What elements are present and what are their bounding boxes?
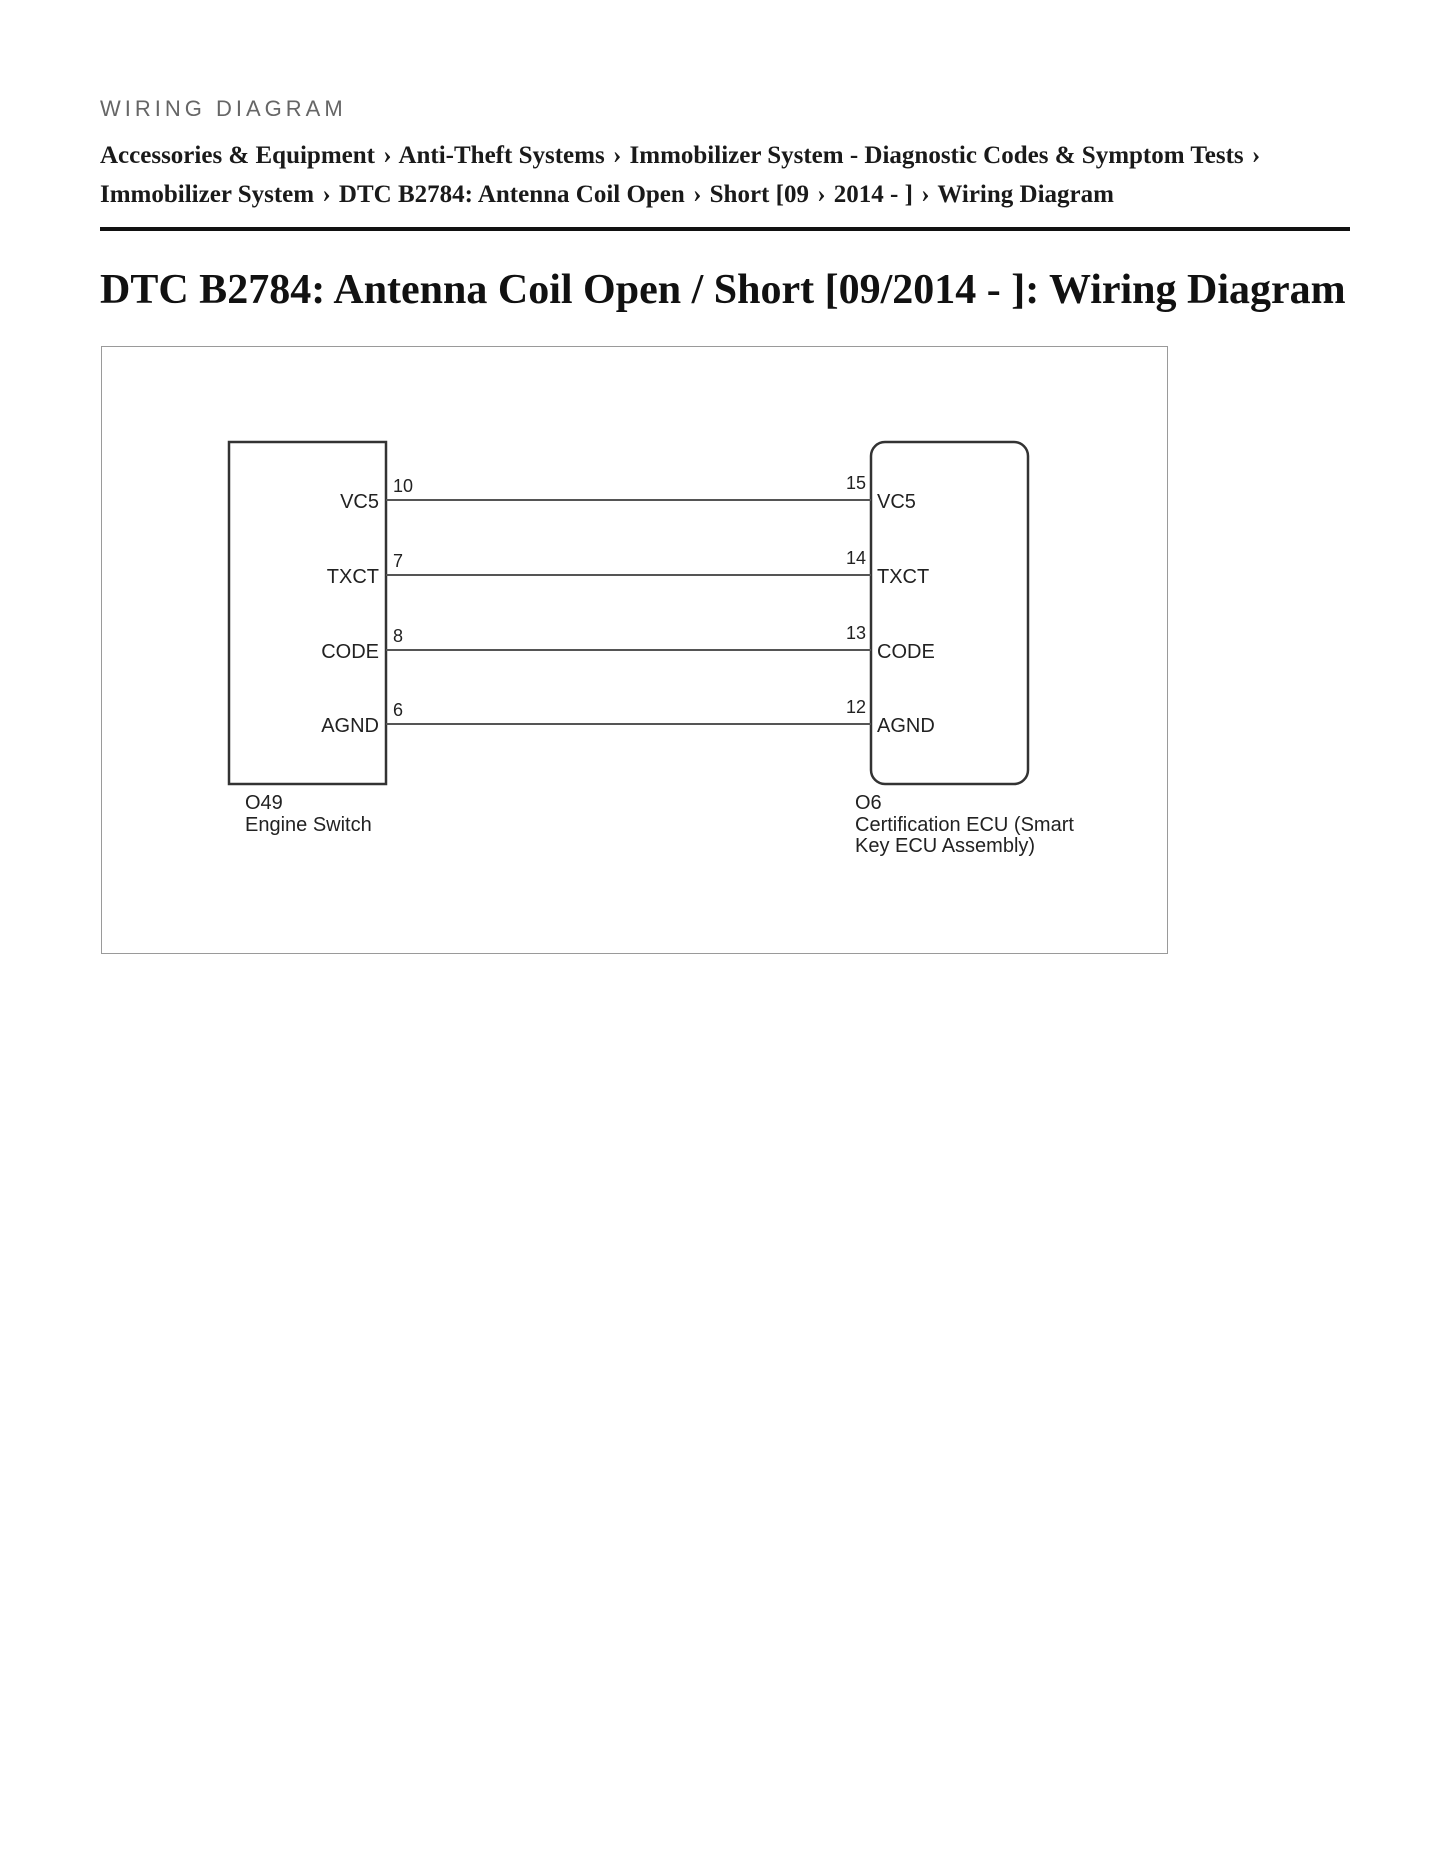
left-pin-10: 10 xyxy=(393,476,414,496)
page-title: DTC B2784: Antenna Coil Open / Short [09/2014 - ]: Wiring Diagram xyxy=(100,267,1346,313)
breadcrumb xyxy=(100,136,1350,214)
wiring-diagram xyxy=(102,347,1169,955)
left-component-name: Engine Switch xyxy=(245,814,372,836)
right-pin-15: 15 xyxy=(845,473,866,493)
left-label-vc5: VC5 xyxy=(340,491,379,513)
header-divider xyxy=(100,227,1350,231)
breadcrumb-item-date[interactable]: 2014 - ] xyxy=(833,181,913,208)
right-pin-13: 13 xyxy=(845,623,866,643)
breadcrumb-item-immobilizer-tests[interactable]: Immobilizer System - Diagnostic Codes & Symptom Tests xyxy=(629,142,1244,169)
breadcrumb-separator: › xyxy=(1251,142,1261,169)
breadcrumb-separator: › xyxy=(612,142,622,169)
right-pin-14: 14 xyxy=(845,548,866,568)
breadcrumb-separator: › xyxy=(693,181,702,208)
breadcrumb-item-immobilizer-system[interactable]: Immobilizer System xyxy=(100,181,315,208)
breadcrumb-separator: › xyxy=(383,142,392,169)
right-label-agnd: AGND xyxy=(877,715,935,737)
left-label-code: CODE xyxy=(321,641,379,663)
wiring-diagram-figure xyxy=(101,346,1168,954)
left-component-code: O49 xyxy=(245,792,283,814)
left-label-agnd: AGND xyxy=(321,715,379,737)
left-pin-6: 6 xyxy=(393,700,404,720)
left-pin-7: 7 xyxy=(393,551,404,571)
breadcrumb-item-dtc[interactable]: DTC B2784: Antenna Coil Open xyxy=(338,181,685,208)
right-label-txct: TXCT xyxy=(877,566,930,588)
breadcrumb-item-anti-theft[interactable]: Anti-Theft Systems xyxy=(398,142,605,169)
right-label-code: CODE xyxy=(877,641,935,663)
breadcrumb-separator: › xyxy=(322,181,331,208)
right-component-name-line1: Certification ECU (Smart xyxy=(855,814,1074,836)
right-pin-12: 12 xyxy=(845,697,866,717)
right-component-name-line2: Key ECU Assembly) xyxy=(855,835,1036,857)
right-label-vc5: VC5 xyxy=(877,491,916,513)
left-label-txct: TXCT xyxy=(326,566,379,588)
section-label: WIRING DIAGRAM xyxy=(100,96,347,121)
breadcrumb-item-current: Wiring Diagram xyxy=(937,181,1114,208)
breadcrumb-item-accessories[interactable]: Accessories & Equipment xyxy=(100,142,375,169)
breadcrumb-item-short[interactable]: Short [09 xyxy=(709,181,809,208)
left-pin-8: 8 xyxy=(393,626,404,646)
breadcrumb-separator: › xyxy=(817,181,826,208)
breadcrumb-separator: › xyxy=(921,181,930,208)
right-component-code: O6 xyxy=(855,792,882,814)
